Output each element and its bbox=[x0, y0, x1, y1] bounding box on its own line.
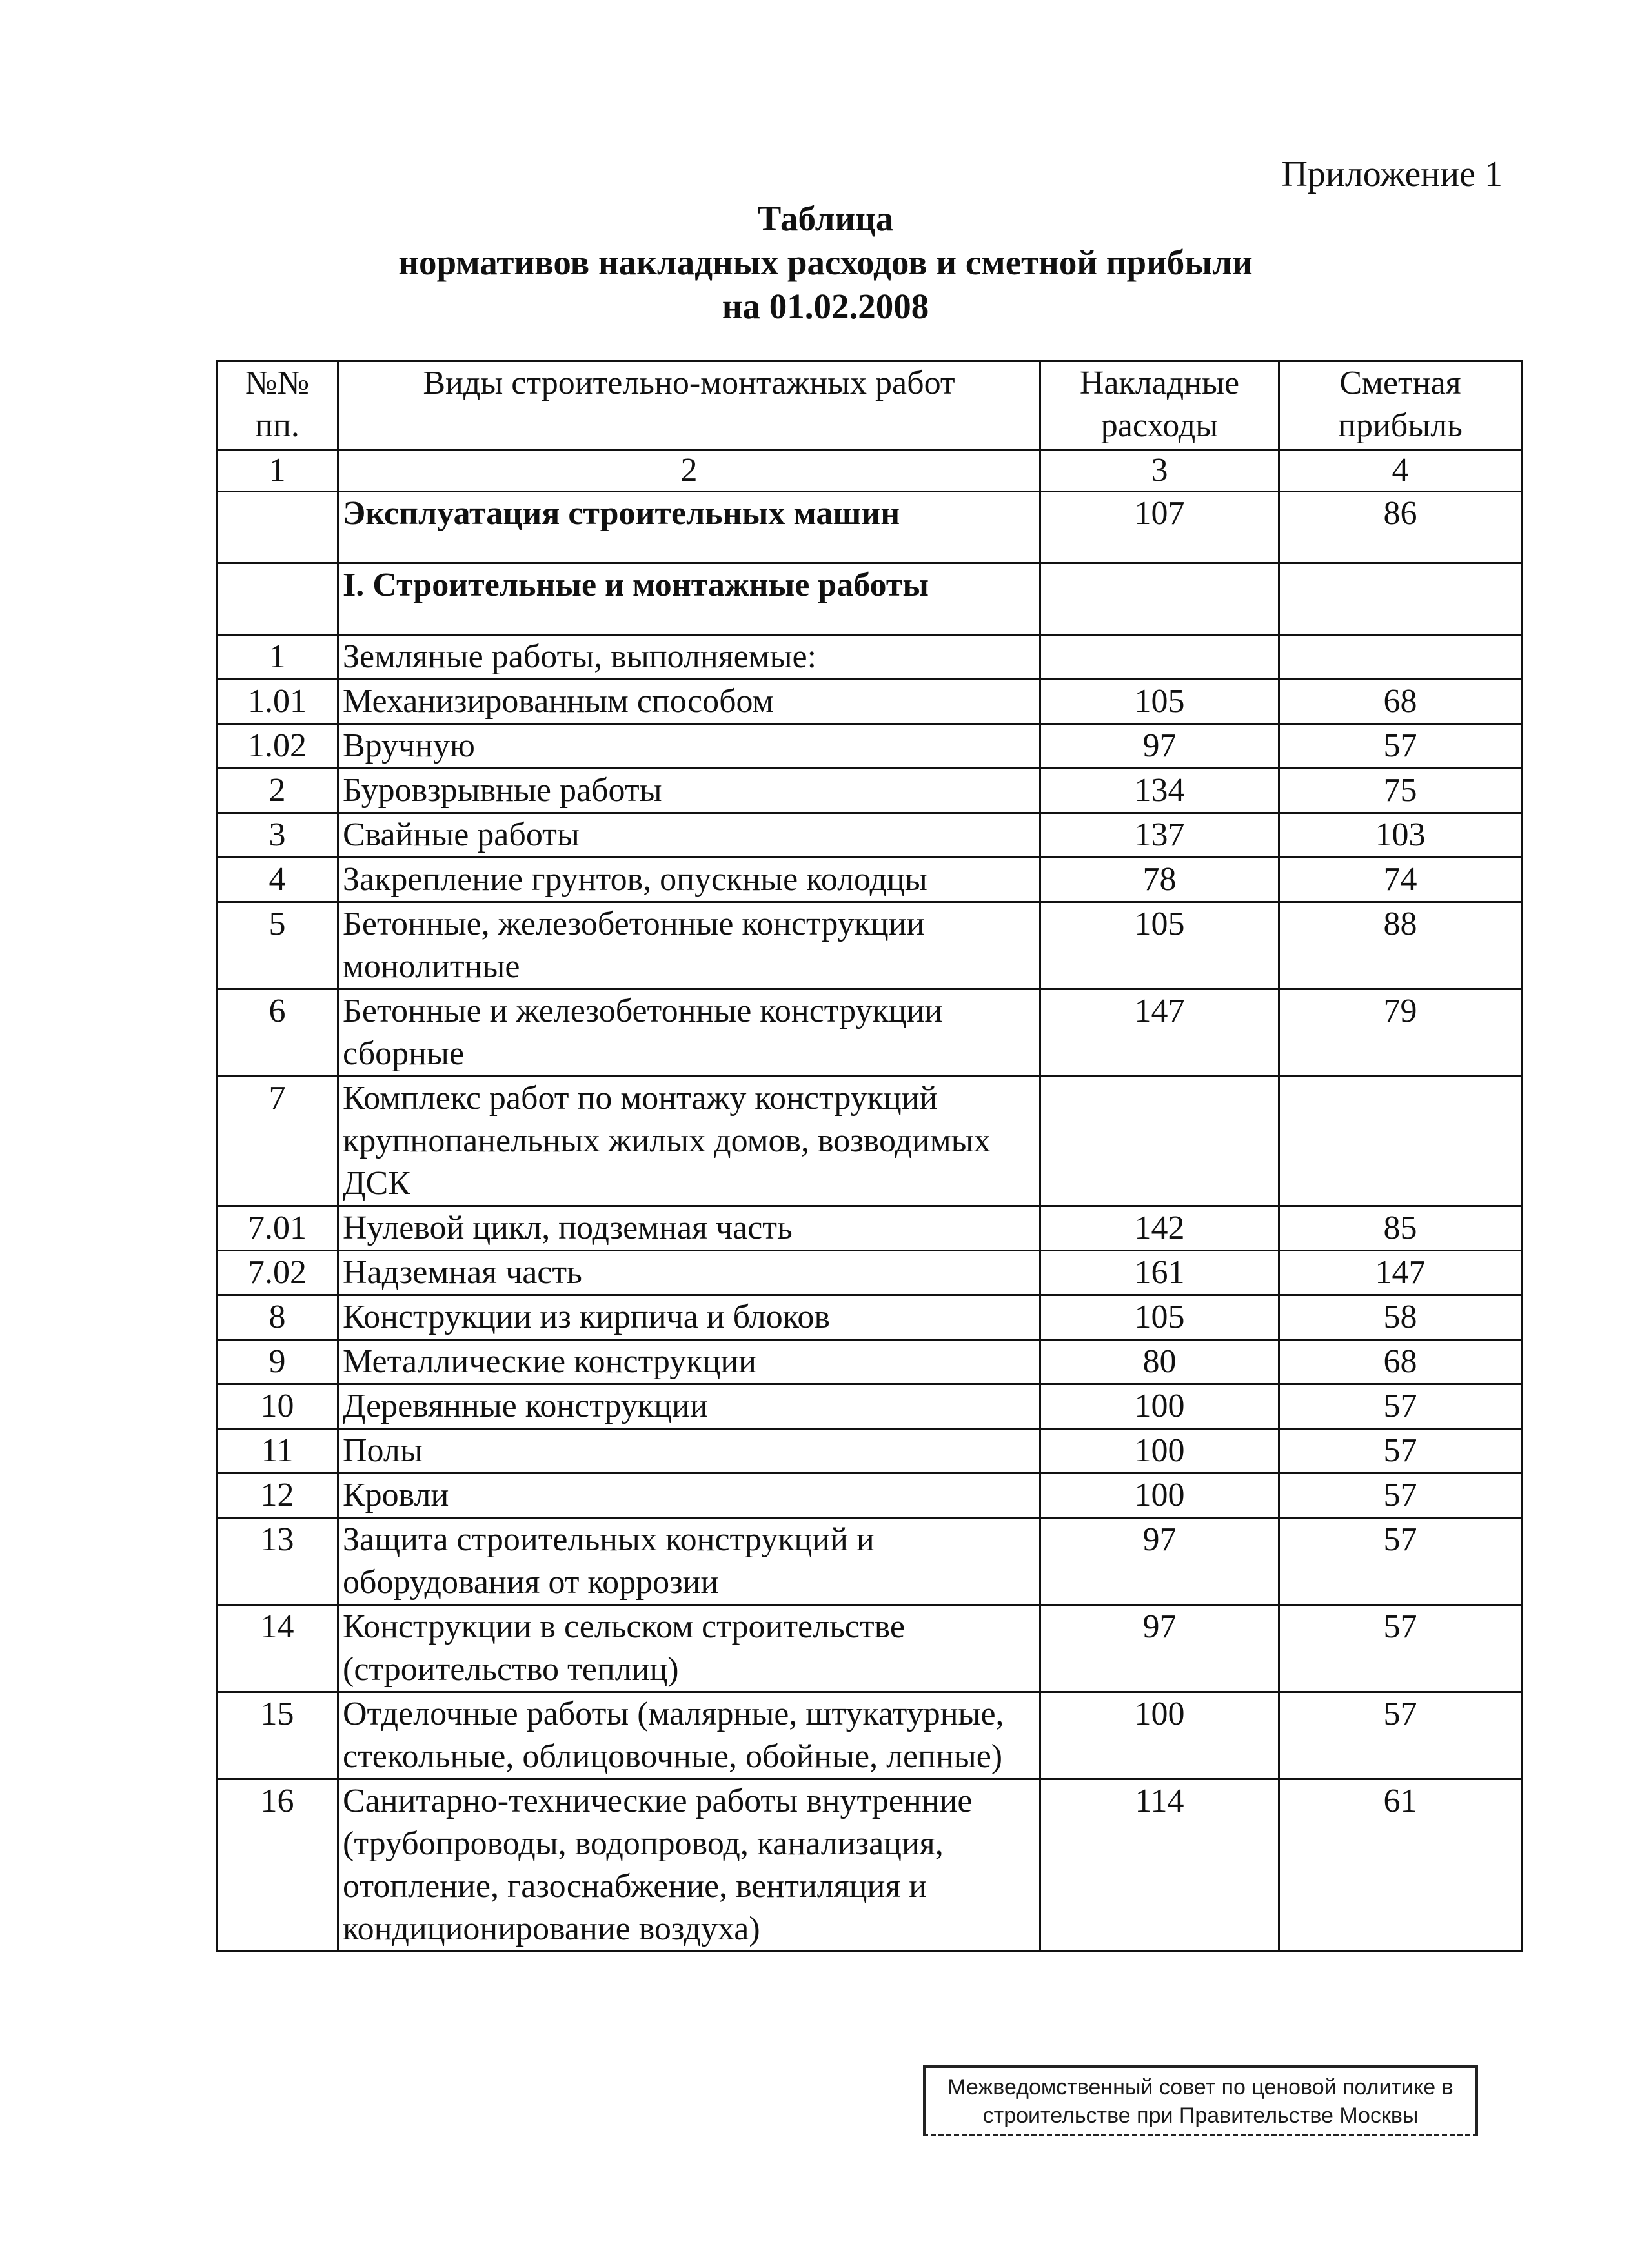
row-profit: 147 bbox=[1279, 1251, 1522, 1295]
column-number: 4 bbox=[1279, 450, 1522, 492]
row-work-type: Деревянные конструкции bbox=[338, 1384, 1040, 1429]
row-num: 11 bbox=[217, 1429, 338, 1473]
row-num: 16 bbox=[217, 1779, 338, 1952]
row-num: 6 bbox=[217, 989, 338, 1077]
header-profit: Сметная прибыль bbox=[1279, 361, 1522, 450]
stamp-line-2: строительстве при Правительстве Москвы bbox=[982, 2103, 1419, 2128]
row-overhead: 100 bbox=[1040, 1692, 1279, 1779]
table-row bbox=[217, 1779, 1522, 1952]
row-work-type: Отделочные работы (малярные, штукатурные, стекольные, облицовочные, обойные, лепные) bbox=[338, 1692, 1040, 1779]
table-row bbox=[217, 813, 1522, 858]
row-overhead: 142 bbox=[1040, 1206, 1279, 1251]
row-num: 14 bbox=[217, 1605, 338, 1692]
table-row bbox=[217, 492, 1522, 563]
row-num: 7.01 bbox=[217, 1206, 338, 1251]
table-row bbox=[217, 1206, 1522, 1251]
row-profit bbox=[1279, 635, 1522, 680]
row-overhead: 105 bbox=[1040, 902, 1279, 989]
row-overhead: 137 bbox=[1040, 813, 1279, 858]
header-work-type: Виды строительно-монтажных работ bbox=[338, 361, 1040, 450]
row-overhead: 100 bbox=[1040, 1429, 1279, 1473]
header-num: №№ пп. bbox=[217, 361, 338, 450]
row-overhead: 114 bbox=[1040, 1779, 1279, 1952]
table-row bbox=[217, 858, 1522, 902]
row-overhead: 97 bbox=[1040, 1605, 1279, 1692]
row-num: 2 bbox=[217, 769, 338, 813]
row-num: 15 bbox=[217, 1692, 338, 1779]
row-overhead: 80 bbox=[1040, 1340, 1279, 1384]
row-work-type: Полы bbox=[338, 1429, 1040, 1473]
table-header-row bbox=[217, 361, 1522, 450]
row-work-type: Санитарно-технические работы внутренние (трубопроводы, водопровод, канализация, отопление, газоснабжение, вентиляция и кондиционирование воздуха) bbox=[338, 1779, 1040, 1952]
title-line-2: нормативов накладных расходов и сметной прибыли bbox=[398, 243, 1253, 282]
title-line-1: Таблица bbox=[757, 199, 894, 238]
row-work-type: Нулевой цикл, подземная часть bbox=[338, 1206, 1040, 1251]
table-row bbox=[217, 1340, 1522, 1384]
row-overhead: 78 bbox=[1040, 858, 1279, 902]
table-row bbox=[217, 1473, 1522, 1518]
table-row bbox=[217, 1518, 1522, 1605]
row-num: 1 bbox=[217, 635, 338, 680]
row-overhead: 100 bbox=[1040, 1384, 1279, 1429]
stamp-line-1: Межведомственный совет по ценовой политике в bbox=[947, 2075, 1453, 2100]
row-work-type: Надземная часть bbox=[338, 1251, 1040, 1295]
column-number: 1 bbox=[217, 450, 338, 492]
table-row bbox=[217, 989, 1522, 1077]
table-row bbox=[217, 769, 1522, 813]
row-profit: 58 bbox=[1279, 1295, 1522, 1340]
row-num: 1.01 bbox=[217, 680, 338, 724]
row-overhead: 134 bbox=[1040, 769, 1279, 813]
document-title bbox=[0, 197, 1651, 329]
row-work-type: Кровли bbox=[338, 1473, 1040, 1518]
norms-table bbox=[216, 360, 1523, 1952]
appendix-label: Приложение 1 bbox=[1281, 154, 1503, 194]
table-row bbox=[217, 1384, 1522, 1429]
row-num: 9 bbox=[217, 1340, 338, 1384]
row-profit: 74 bbox=[1279, 858, 1522, 902]
table-row bbox=[217, 1077, 1522, 1206]
row-work-type: Механизированным способом bbox=[338, 680, 1040, 724]
table-row bbox=[217, 1429, 1522, 1473]
header-overhead: Накладные расходы bbox=[1040, 361, 1279, 450]
row-work-type: Комплекс работ по монтажу конструкций крупнопанельных жилых домов, возводимых ДСК bbox=[338, 1077, 1040, 1206]
row-num: 8 bbox=[217, 1295, 338, 1340]
table-row bbox=[217, 1605, 1522, 1692]
column-number: 2 bbox=[338, 450, 1040, 492]
row-num: 13 bbox=[217, 1518, 338, 1605]
row-profit: 57 bbox=[1279, 1692, 1522, 1779]
row-num: 10 bbox=[217, 1384, 338, 1429]
row-overhead: 147 bbox=[1040, 989, 1279, 1077]
row-work-type: Закрепление грунтов, опускные колодцы bbox=[338, 858, 1040, 902]
row-profit: 57 bbox=[1279, 1429, 1522, 1473]
row-overhead: 100 bbox=[1040, 1473, 1279, 1518]
table-row bbox=[217, 724, 1522, 769]
row-work-type: Свайные работы bbox=[338, 813, 1040, 858]
row-profit: 68 bbox=[1279, 1340, 1522, 1384]
row-num: 5 bbox=[217, 902, 338, 989]
row-overhead bbox=[1040, 563, 1279, 635]
row-profit: 57 bbox=[1279, 1605, 1522, 1692]
row-work-type: Буровзрывные работы bbox=[338, 769, 1040, 813]
row-work-type: Защита строительных конструкций и оборудования от коррозии bbox=[338, 1518, 1040, 1605]
row-overhead: 161 bbox=[1040, 1251, 1279, 1295]
row-profit: 103 bbox=[1279, 813, 1522, 858]
table-row bbox=[217, 1295, 1522, 1340]
title-line-3: на 01.02.2008 bbox=[722, 287, 929, 326]
table-row bbox=[217, 680, 1522, 724]
table-row bbox=[217, 635, 1522, 680]
row-work-type: Металлические конструкции bbox=[338, 1340, 1040, 1384]
row-profit bbox=[1279, 563, 1522, 635]
row-profit: 61 bbox=[1279, 1779, 1522, 1952]
row-work-type: Вручную bbox=[338, 724, 1040, 769]
column-number: 3 bbox=[1040, 450, 1279, 492]
row-work-type: Эксплуатация строительных машин bbox=[338, 492, 1040, 563]
row-profit: 57 bbox=[1279, 724, 1522, 769]
row-num bbox=[217, 492, 338, 563]
column-numbers-row bbox=[217, 450, 1522, 492]
row-num bbox=[217, 563, 338, 635]
row-overhead: 97 bbox=[1040, 724, 1279, 769]
row-profit: 57 bbox=[1279, 1384, 1522, 1429]
row-num: 12 bbox=[217, 1473, 338, 1518]
row-overhead: 105 bbox=[1040, 680, 1279, 724]
row-profit: 85 bbox=[1279, 1206, 1522, 1251]
row-num: 3 bbox=[217, 813, 338, 858]
row-num: 7 bbox=[217, 1077, 338, 1206]
row-overhead: 107 bbox=[1040, 492, 1279, 563]
row-profit: 57 bbox=[1279, 1518, 1522, 1605]
row-overhead: 97 bbox=[1040, 1518, 1279, 1605]
row-profit: 88 bbox=[1279, 902, 1522, 989]
row-profit: 68 bbox=[1279, 680, 1522, 724]
row-num: 1.02 bbox=[217, 724, 338, 769]
row-work-type: Конструкции в сельском строительстве (строительство теплиц) bbox=[338, 1605, 1040, 1692]
row-overhead bbox=[1040, 1077, 1279, 1206]
row-work-type: I. Строительные и монтажные работы bbox=[338, 563, 1040, 635]
row-work-type: Земляные работы, выполняемые: bbox=[338, 635, 1040, 680]
row-num: 7.02 bbox=[217, 1251, 338, 1295]
row-overhead: 105 bbox=[1040, 1295, 1279, 1340]
row-work-type: Конструкции из кирпича и блоков bbox=[338, 1295, 1040, 1340]
row-profit: 79 bbox=[1279, 989, 1522, 1077]
council-stamp bbox=[923, 2065, 1478, 2136]
table-row bbox=[217, 1251, 1522, 1295]
row-work-type: Бетонные, железобетонные конструкции монолитные bbox=[338, 902, 1040, 989]
table-row bbox=[217, 563, 1522, 635]
row-profit bbox=[1279, 1077, 1522, 1206]
row-work-type: Бетонные и железобетонные конструкции сборные bbox=[338, 989, 1040, 1077]
row-profit: 86 bbox=[1279, 492, 1522, 563]
table-body bbox=[217, 492, 1522, 1952]
row-profit: 57 bbox=[1279, 1473, 1522, 1518]
row-overhead bbox=[1040, 635, 1279, 680]
table-row bbox=[217, 1692, 1522, 1779]
table-row bbox=[217, 902, 1522, 989]
row-num: 4 bbox=[217, 858, 338, 902]
row-profit: 75 bbox=[1279, 769, 1522, 813]
